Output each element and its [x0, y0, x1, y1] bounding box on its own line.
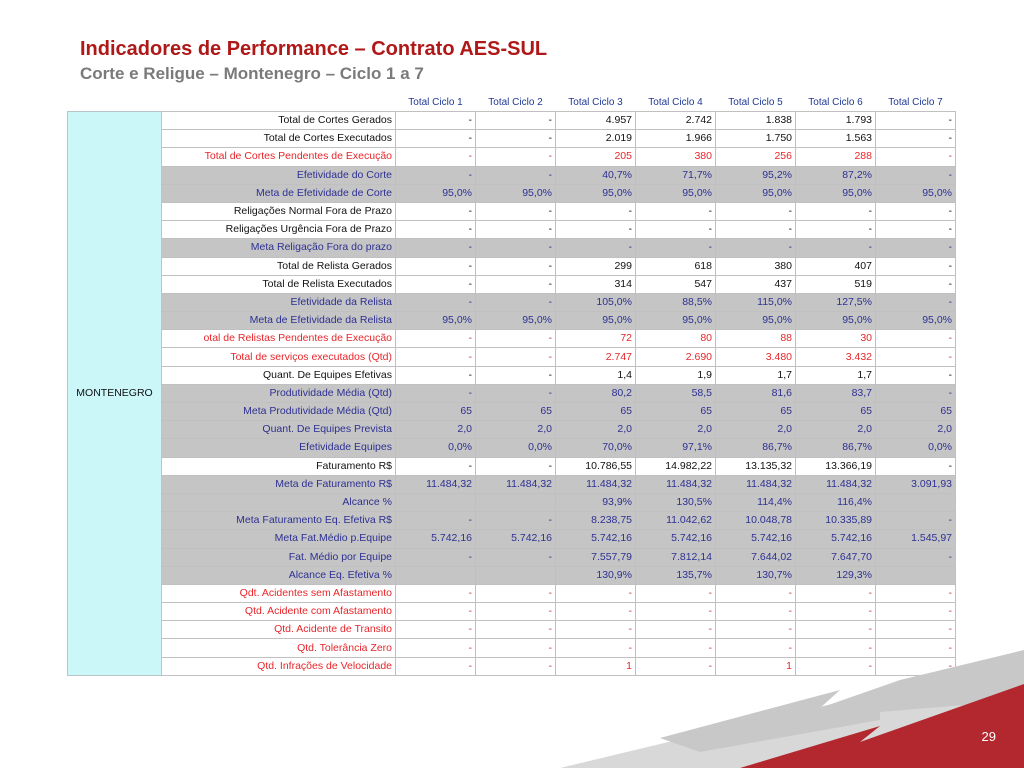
value-cell: 5.742,16 [556, 530, 636, 548]
value-cell: - [476, 166, 556, 184]
value-cell: - [876, 293, 956, 311]
column-header: Total Ciclo 4 [648, 97, 703, 108]
value-cell: 95,0% [796, 312, 876, 330]
value-cell: - [396, 148, 476, 166]
value-cell: 95,0% [636, 312, 716, 330]
value-cell: 97,1% [636, 439, 716, 457]
value-cell: - [476, 330, 556, 348]
value-cell: - [876, 603, 956, 621]
value-cell: 11.484,32 [716, 475, 796, 493]
row-label: Meta de Efetividade da Relista [162, 312, 396, 330]
row-label: Faturamento R$ [162, 457, 396, 475]
value-cell: 95,0% [796, 184, 876, 202]
value-cell: - [796, 221, 876, 239]
value-cell: - [396, 112, 476, 130]
value-cell: 1,4 [556, 366, 636, 384]
row-label: Meta de Faturamento R$ [162, 475, 396, 493]
value-cell: - [636, 603, 716, 621]
value-cell: 72 [556, 330, 636, 348]
value-cell: 380 [636, 148, 716, 166]
value-cell: - [396, 603, 476, 621]
region-cell: MONTENEGRO [68, 112, 162, 676]
value-cell: 65 [476, 403, 556, 421]
value-cell: - [476, 202, 556, 220]
value-cell: 71,7% [636, 166, 716, 184]
value-cell: - [476, 366, 556, 384]
row-label: Efetividade da Relista [162, 293, 396, 311]
value-cell: - [716, 621, 796, 639]
value-cell: - [876, 130, 956, 148]
value-cell: - [876, 257, 956, 275]
value-cell: - [396, 584, 476, 602]
value-cell: 2,0 [796, 421, 876, 439]
value-cell: - [396, 239, 476, 257]
value-cell: - [476, 384, 556, 402]
value-cell: - [476, 548, 556, 566]
value-cell: - [876, 112, 956, 130]
value-cell: - [796, 584, 876, 602]
value-cell: 1.750 [716, 130, 796, 148]
row-label: Quant. De Equipes Efetivas [162, 366, 396, 384]
value-cell: - [396, 221, 476, 239]
row-label: Total de serviços executados (Qtd) [162, 348, 396, 366]
row-label: Qtd. Infrações de Velocidade [162, 657, 396, 675]
value-cell: 2,0 [636, 421, 716, 439]
value-cell: 1,7 [716, 366, 796, 384]
value-cell: - [396, 257, 476, 275]
value-cell: - [716, 639, 796, 657]
value-cell: 5.742,16 [636, 530, 716, 548]
value-cell: - [876, 584, 956, 602]
value-cell: 2,0 [716, 421, 796, 439]
value-cell: 95,0% [476, 184, 556, 202]
value-cell: 5.742,16 [476, 530, 556, 548]
value-cell: 1.545,97 [876, 530, 956, 548]
value-cell: - [796, 239, 876, 257]
value-cell: 65 [796, 403, 876, 421]
column-header: Total Ciclo 5 [728, 97, 783, 108]
value-cell: - [876, 348, 956, 366]
value-cell: 95,0% [396, 312, 476, 330]
value-cell: - [396, 512, 476, 530]
value-cell: 10.048,78 [716, 512, 796, 530]
value-cell: - [556, 603, 636, 621]
value-cell: - [396, 130, 476, 148]
value-cell: 1 [716, 657, 796, 675]
value-cell: - [476, 130, 556, 148]
value-cell: 13.366,19 [796, 457, 876, 475]
value-cell: - [476, 621, 556, 639]
value-cell: 14.982,22 [636, 457, 716, 475]
value-cell: 65 [876, 403, 956, 421]
value-cell: - [796, 639, 876, 657]
value-cell: 80 [636, 330, 716, 348]
value-cell: 10.786,55 [556, 457, 636, 475]
value-cell: 1 [556, 657, 636, 675]
value-cell: - [476, 639, 556, 657]
value-cell: - [476, 112, 556, 130]
value-cell: 2,0 [476, 421, 556, 439]
value-cell: 81,6 [716, 384, 796, 402]
value-cell: 70,0% [556, 439, 636, 457]
row-label: Meta Fat.Médio p.Equipe [162, 530, 396, 548]
value-cell: - [796, 603, 876, 621]
row-label: Total de Cortes Gerados [162, 112, 396, 130]
value-cell: 2,0 [876, 421, 956, 439]
value-cell: 86,7% [796, 439, 876, 457]
value-cell: 95,0% [716, 312, 796, 330]
value-cell: 519 [796, 275, 876, 293]
value-cell: 58,5 [636, 384, 716, 402]
value-cell: - [796, 621, 876, 639]
value-cell: - [396, 348, 476, 366]
value-cell: 380 [716, 257, 796, 275]
value-cell: 1.793 [796, 112, 876, 130]
value-cell: 88 [716, 330, 796, 348]
value-cell: - [396, 202, 476, 220]
value-cell: 1.838 [716, 112, 796, 130]
value-cell: - [476, 293, 556, 311]
row-label: Qtd. Acidente com Afastamento [162, 603, 396, 621]
value-cell: - [876, 330, 956, 348]
row-label: Qtd. Acidente de Transito [162, 621, 396, 639]
value-cell: 11.484,32 [636, 475, 716, 493]
value-cell: - [636, 202, 716, 220]
value-cell: - [876, 457, 956, 475]
value-cell: 1.563 [796, 130, 876, 148]
value-cell: 1.966 [636, 130, 716, 148]
value-cell: 130,5% [636, 493, 716, 511]
slide-title: Indicadores de Performance – Contrato AES-SUL [80, 38, 548, 60]
row-label: Alcance % [162, 493, 396, 511]
value-cell: 299 [556, 257, 636, 275]
value-cell: - [636, 239, 716, 257]
value-cell: 127,5% [796, 293, 876, 311]
value-cell: 11.042,62 [636, 512, 716, 530]
value-cell: - [716, 221, 796, 239]
value-cell: 3.091,93 [876, 475, 956, 493]
value-cell: 3.480 [716, 348, 796, 366]
value-cell: - [476, 512, 556, 530]
value-cell: - [556, 221, 636, 239]
value-cell: - [716, 202, 796, 220]
column-header: Total Ciclo 2 [488, 97, 543, 108]
value-cell: 95,0% [556, 184, 636, 202]
value-cell: 5.742,16 [796, 530, 876, 548]
value-cell: - [556, 621, 636, 639]
value-cell: 135,7% [636, 566, 716, 584]
value-cell: - [476, 603, 556, 621]
value-cell: 13.135,32 [716, 457, 796, 475]
value-cell: - [396, 275, 476, 293]
value-cell: 83,7 [796, 384, 876, 402]
value-cell: 11.484,32 [476, 475, 556, 493]
value-cell: 115,0% [716, 293, 796, 311]
value-cell: 288 [796, 148, 876, 166]
value-cell: - [876, 239, 956, 257]
value-cell: 2.747 [556, 348, 636, 366]
value-cell: 0,0% [396, 439, 476, 457]
row-label: Total de Cortes Executados [162, 130, 396, 148]
row-label: Alcance Eq. Efetiva % [162, 566, 396, 584]
value-cell: 105,0% [556, 293, 636, 311]
value-cell: 2.742 [636, 112, 716, 130]
value-cell: - [476, 257, 556, 275]
value-cell: 86,7% [716, 439, 796, 457]
value-cell: 95,0% [476, 312, 556, 330]
row-label: Quant. De Equipes Prevista [162, 421, 396, 439]
column-header: Total Ciclo 1 [408, 97, 463, 108]
value-cell: 437 [716, 275, 796, 293]
value-cell: - [476, 348, 556, 366]
value-cell: - [396, 330, 476, 348]
value-cell: 95,0% [716, 184, 796, 202]
value-cell: 40,7% [556, 166, 636, 184]
row-label: Total de Relista Gerados [162, 257, 396, 275]
value-cell: 618 [636, 257, 716, 275]
value-cell: 1,9 [636, 366, 716, 384]
value-cell: - [716, 603, 796, 621]
value-cell: 5.742,16 [716, 530, 796, 548]
value-cell: 3.432 [796, 348, 876, 366]
value-cell: - [396, 384, 476, 402]
value-cell: - [476, 275, 556, 293]
value-cell: 2.019 [556, 130, 636, 148]
value-cell: - [556, 202, 636, 220]
row-label: Meta de Efetividade de Corte [162, 184, 396, 202]
value-cell: - [876, 166, 956, 184]
row-label: Meta Produtividade Média (Qtd) [162, 403, 396, 421]
value-cell: 7.812,14 [636, 548, 716, 566]
row-label: Efetividade do Corte [162, 166, 396, 184]
value-cell: 95,2% [716, 166, 796, 184]
value-cell: 65 [396, 403, 476, 421]
value-cell: 130,7% [716, 566, 796, 584]
value-cell: - [396, 293, 476, 311]
value-cell: 11.484,32 [556, 475, 636, 493]
value-cell: - [876, 202, 956, 220]
value-cell: - [876, 639, 956, 657]
value-cell: 30 [796, 330, 876, 348]
value-cell: 2,0 [396, 421, 476, 439]
value-cell: 130,9% [556, 566, 636, 584]
value-cell: - [396, 548, 476, 566]
value-cell: 65 [716, 403, 796, 421]
value-cell: 93,9% [556, 493, 636, 511]
value-cell: - [716, 584, 796, 602]
value-cell: - [476, 457, 556, 475]
value-cell: 116,4% [796, 493, 876, 511]
value-cell: 65 [556, 403, 636, 421]
value-cell: - [636, 639, 716, 657]
value-cell: - [396, 457, 476, 475]
value-cell: 11.484,32 [396, 475, 476, 493]
value-cell: 2.690 [636, 348, 716, 366]
value-cell: 256 [716, 148, 796, 166]
value-cell: 87,2% [796, 166, 876, 184]
value-cell: - [476, 657, 556, 675]
value-cell: 10.335,89 [796, 512, 876, 530]
value-cell: - [876, 148, 956, 166]
value-cell: - [876, 384, 956, 402]
row-label: otal de Relistas Pendentes de Execução [162, 330, 396, 348]
row-label: Efetividade Equipes [162, 439, 396, 457]
row-label: Religações Urgência Fora de Prazo [162, 221, 396, 239]
value-cell: - [396, 366, 476, 384]
row-label: Religações Normal Fora de Prazo [162, 202, 396, 220]
value-cell: - [396, 639, 476, 657]
value-cell: 129,3% [796, 566, 876, 584]
value-cell: 205 [556, 148, 636, 166]
value-cell: 0,0% [876, 439, 956, 457]
value-cell: - [796, 202, 876, 220]
value-cell: 407 [796, 257, 876, 275]
value-cell: - [396, 657, 476, 675]
value-cell: 65 [636, 403, 716, 421]
value-cell: 95,0% [556, 312, 636, 330]
slide-subtitle: Corte e Religue – Montenegro – Ciclo 1 a 7 [80, 64, 424, 83]
value-cell: - [636, 657, 716, 675]
value-cell: - [636, 621, 716, 639]
value-cell: - [636, 221, 716, 239]
row-label: Fat. Médio por Equipe [162, 548, 396, 566]
value-cell: - [556, 639, 636, 657]
value-cell: 95,0% [876, 312, 956, 330]
value-cell: - [876, 548, 956, 566]
row-label: Meta Religação Fora do prazo [162, 239, 396, 257]
value-cell: - [396, 166, 476, 184]
value-cell: 114,4% [716, 493, 796, 511]
value-cell: 11.484,32 [796, 475, 876, 493]
column-header: Total Ciclo 3 [568, 97, 623, 108]
value-cell: - [796, 657, 876, 675]
value-cell: - [556, 239, 636, 257]
value-cell: - [476, 148, 556, 166]
row-label: Qtd. Tolerância Zero [162, 639, 396, 657]
value-cell: - [636, 584, 716, 602]
value-cell: - [476, 584, 556, 602]
value-cell: 7.644,02 [716, 548, 796, 566]
value-cell: 7.647,70 [796, 548, 876, 566]
value-cell: 95,0% [636, 184, 716, 202]
value-cell: 7.557,79 [556, 548, 636, 566]
value-cell: 5.742,16 [396, 530, 476, 548]
value-cell: - [396, 621, 476, 639]
value-cell: - [876, 512, 956, 530]
value-cell: 547 [636, 275, 716, 293]
value-cell: 95,0% [876, 184, 956, 202]
value-cell: 80,2 [556, 384, 636, 402]
value-cell: - [476, 239, 556, 257]
value-cell: 88,5% [636, 293, 716, 311]
row-label: Produtividade Média (Qtd) [162, 384, 396, 402]
value-cell: 8.238,75 [556, 512, 636, 530]
row-label: Total de Relista Executados [162, 275, 396, 293]
value-cell: - [876, 275, 956, 293]
value-cell: 2,0 [556, 421, 636, 439]
value-cell: 0,0% [476, 439, 556, 457]
value-cell: - [716, 239, 796, 257]
row-label: Total de Cortes Pendentes de Execução [162, 148, 396, 166]
row-label: Qdt. Acidentes sem Afastamento [162, 584, 396, 602]
value-cell: 95,0% [396, 184, 476, 202]
column-header: Total Ciclo 6 [808, 97, 863, 108]
value-cell: - [876, 366, 956, 384]
value-cell: 4.957 [556, 112, 636, 130]
column-header: Total Ciclo 7 [888, 97, 943, 108]
value-cell: - [476, 221, 556, 239]
value-cell: - [876, 621, 956, 639]
value-cell: - [556, 584, 636, 602]
value-cell: 1,7 [796, 366, 876, 384]
value-cell: - [876, 221, 956, 239]
page-number: 29 [981, 729, 996, 744]
row-label: Meta Faturamento Eq. Efetiva R$ [162, 512, 396, 530]
value-cell: - [876, 657, 956, 675]
value-cell: 314 [556, 275, 636, 293]
